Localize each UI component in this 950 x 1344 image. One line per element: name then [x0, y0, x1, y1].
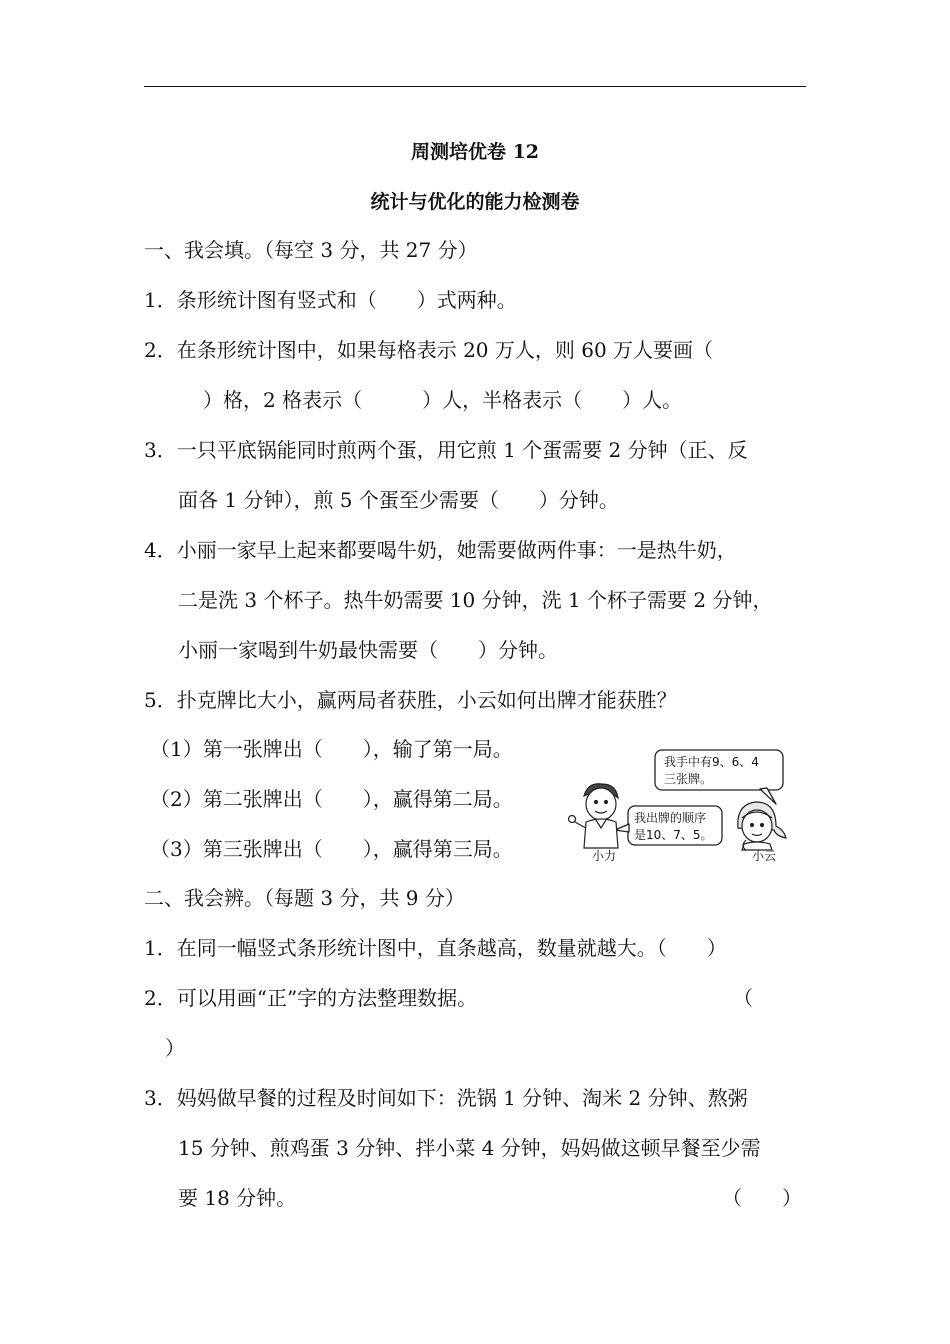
- section1-question-1: 1．条形统计图有竖式和（ ）式两种。: [144, 288, 517, 312]
- section2-question-3-line1: 3．妈妈做早餐的过程及时间如下：洗锅 1 分钟、淘米 2 分钟、熬粥: [144, 1086, 748, 1110]
- section1-question-5: 5．扑克牌比大小，赢两局者获胜，小云如何出牌才能获胜？: [144, 688, 677, 712]
- xiaoyun-bubble-line2: 三张牌。: [664, 772, 713, 786]
- xiaoli-bubble-line2: 是10、7、5。: [634, 828, 713, 842]
- xiaoli-bubble-line1: 我出牌的顺序: [634, 811, 707, 825]
- section1-question-2-line2: ）格，2 格表示（ ）人，半格表示（ ）人。: [203, 388, 683, 412]
- section2-question-3-answer-paren: （ ）: [722, 1186, 802, 1210]
- xiaoli-boy-figure: [569, 784, 619, 848]
- page-title: 周测培优卷 12: [410, 141, 540, 163]
- section1-question-3-line2: 面各 1 分钟），煎 5 个蛋至少需要（ ）分钟。: [178, 488, 619, 512]
- xiaoyun-bubble-line1: 我手中有9、6、4: [664, 755, 759, 769]
- card-game-illustration: [562, 744, 812, 869]
- section1-question-5-sub3: （3）第三张牌出（ ），赢得第三局。: [150, 837, 513, 861]
- section1-question-4-line2: 二是洗 3 个杯子。热牛奶需要 10 分钟，洗 1 个杯子需要 2 分钟，: [178, 588, 773, 612]
- section1-question-5-sub2: （2）第二张牌出（ ），赢得第二局。: [150, 787, 513, 811]
- section2-question-1: 1．在同一幅竖式条形统计图中，直条越高，数量就越大。（ ）: [144, 936, 727, 960]
- section1-question-4-line3: 小丽一家喝到牛奶最快需要（ ）分钟。: [178, 638, 558, 662]
- section1-question-4-line1: 4．小丽一家早上起来都要喝牛奶，她需要做两件事：一是热牛奶，: [144, 538, 737, 562]
- xiaoyun-speech-bubble: [655, 750, 783, 804]
- section1-heading: 一、我会填。（每空 3 分，共 27 分）: [144, 238, 478, 262]
- section2-question-3-line3: 要 18 分钟。: [178, 1186, 297, 1210]
- page-subtitle: 统计与优化的能力检测卷: [370, 191, 580, 213]
- section2-question-2-paren-open: （: [733, 986, 753, 1010]
- xiaoyun-girl-figure: [738, 802, 786, 850]
- section2-question-2-paren-close: ）: [165, 1036, 185, 1060]
- name-xiaoli: 小力: [592, 849, 617, 863]
- header-rule: [144, 86, 806, 87]
- xiaoli-speech-bubble: [615, 806, 722, 845]
- section2-question-2: 2．可以用画“正”字的方法整理数据。: [144, 986, 478, 1010]
- section1-question-5-sub1: （1）第一张牌出（ ），输了第一局。: [150, 737, 513, 761]
- section2-heading: 二、我会辨。（每题 3 分，共 9 分）: [144, 886, 465, 910]
- section2-question-3-line2: 15 分钟、煎鸡蛋 3 分钟、拌小菜 4 分钟，妈妈做这顿早餐至少需: [178, 1136, 761, 1160]
- section1-question-2-line1: 2．在条形统计图中，如果每格表示 20 万人，则 60 万人要画（: [144, 338, 714, 362]
- section1-question-3-line1: 3．一只平底锅能同时煎两个蛋，用它煎 1 个蛋需要 2 分钟（正、反: [144, 438, 748, 462]
- name-xiaoyun: 小云: [752, 849, 777, 863]
